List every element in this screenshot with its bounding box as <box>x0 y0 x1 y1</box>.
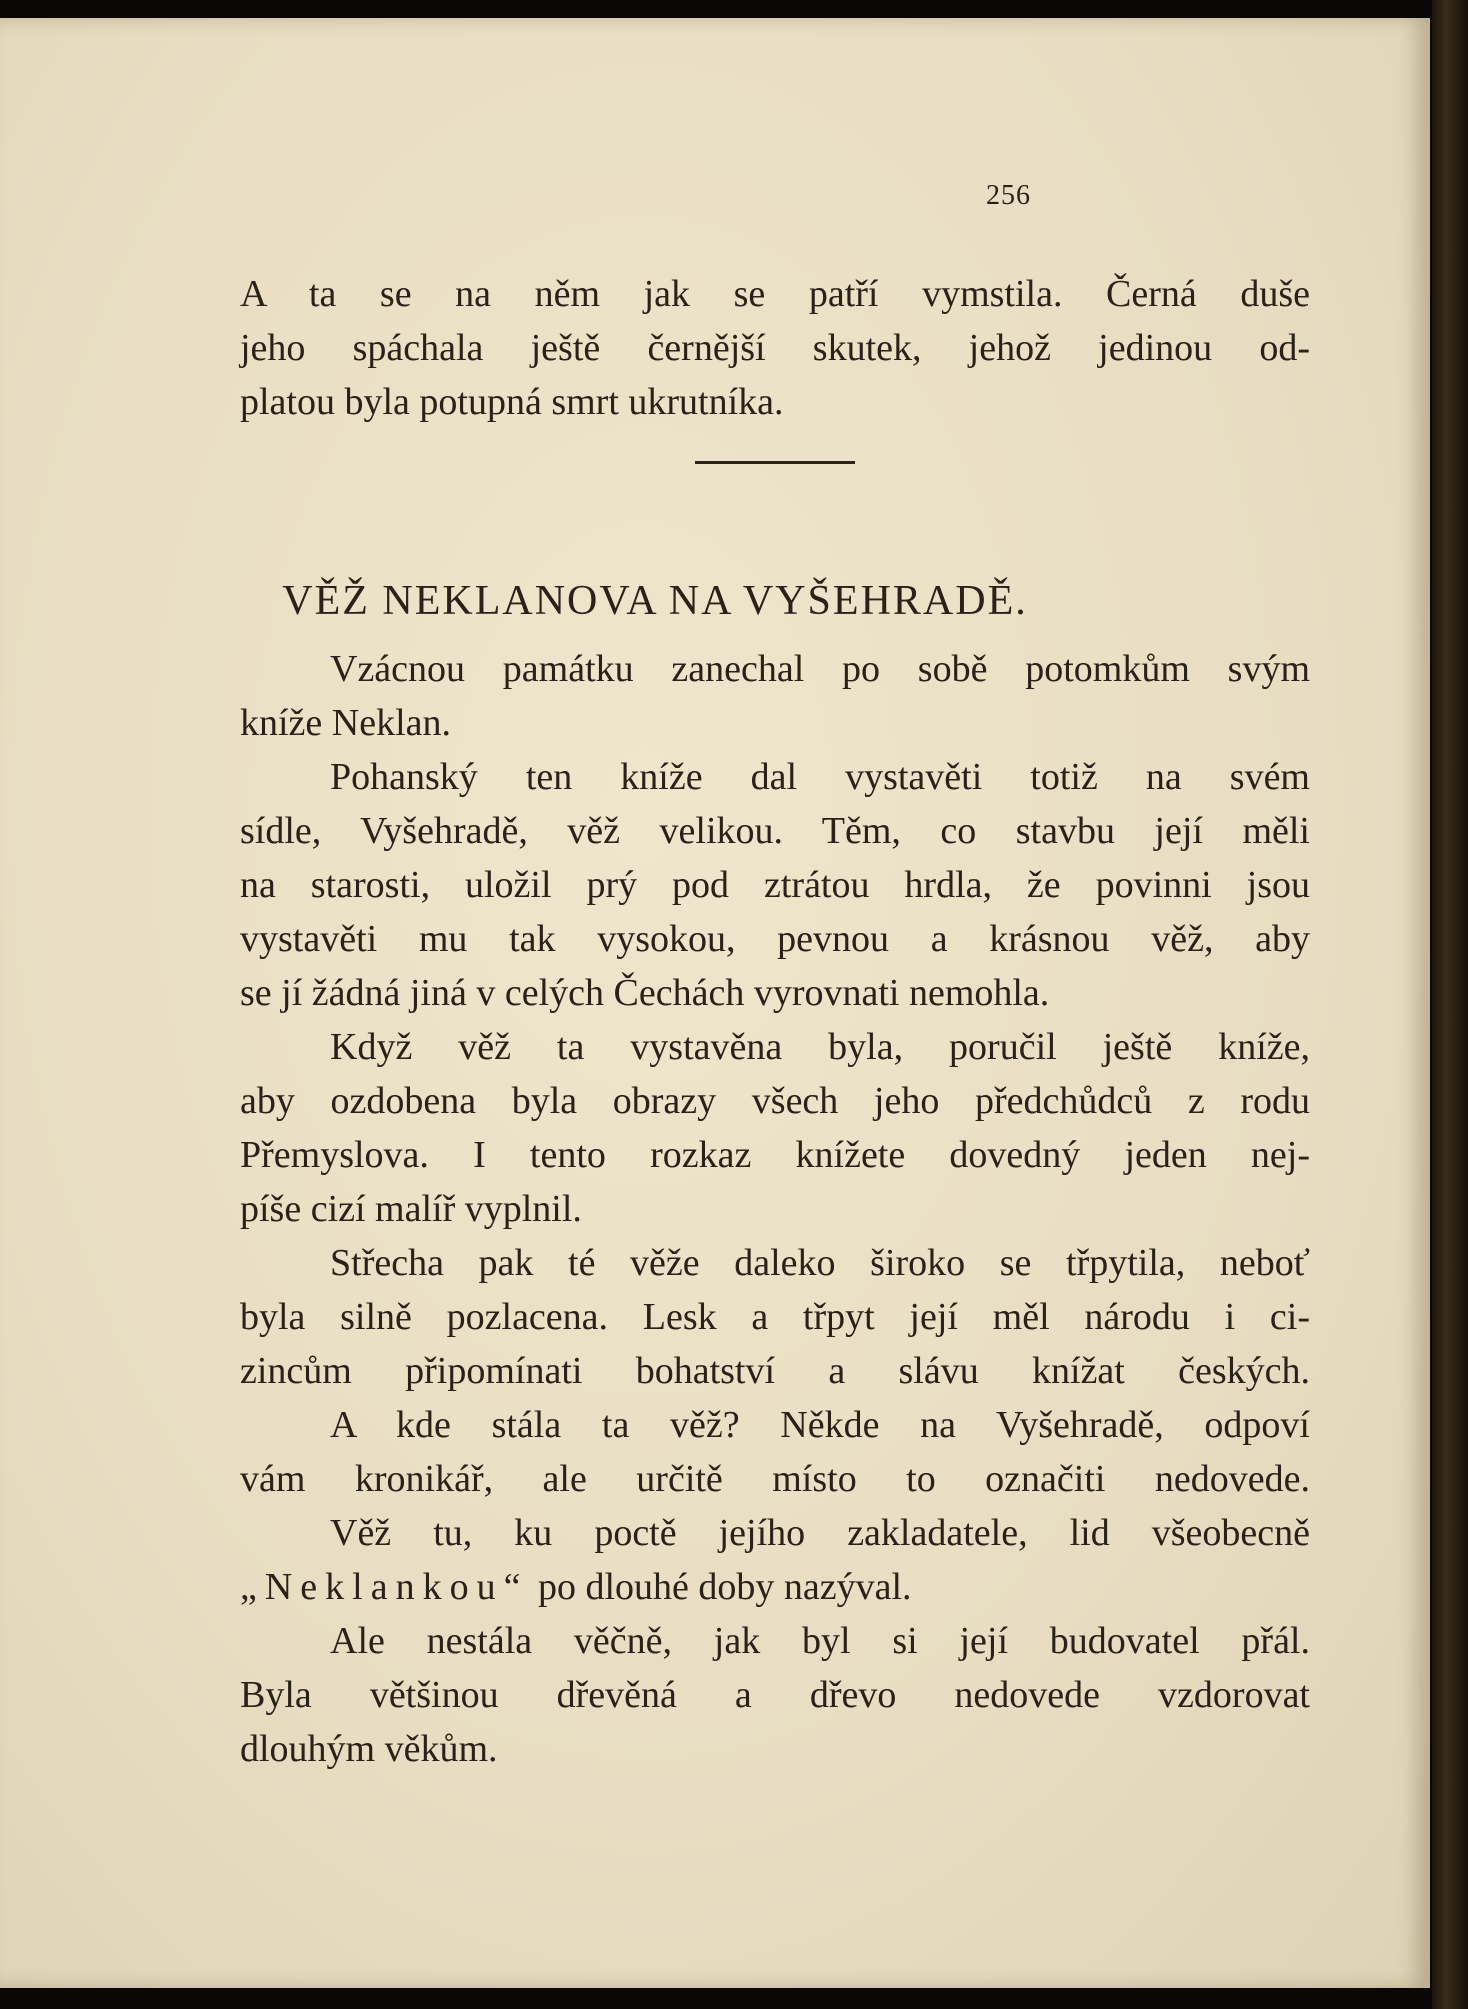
body-line-5: na starosti, uložil prý pod ztrátou hrdla, že povinni jsou <box>240 864 1310 906</box>
body-line-1: Vzácnou památku zanechal po sobě potomkům svým <box>330 648 1310 690</box>
body-line-4: sídle, Vyšehradě, věž velikou. Těm, co stavbu její měli <box>240 810 1310 852</box>
intro-line-1: A ta se na něm jak se patří vymstila. Černá duše <box>240 273 1310 315</box>
body-line-12: Střecha pak té věže daleko široko se třpytila, neboť <box>330 1242 1310 1284</box>
body-line-9: aby ozdobena byla obrazy všech jeho předchůdců z rodu <box>240 1080 1310 1122</box>
body-line-11: píše cizí malíř vyplnil. <box>240 1188 582 1230</box>
body-line-2: kníže Neklan. <box>240 702 452 744</box>
body-line-15: A kde stála ta věž? Někde na Vyšehradě, odpoví <box>330 1404 1310 1446</box>
intro-line-3: platou byla potupná smrt ukrutníka. <box>240 381 784 423</box>
intro-line-2: jeho spáchala ještě černější skutek, jehož jedinou od- <box>240 327 1310 369</box>
body-line-16: vám kronikář, ale určitě místo to označiti nedovede. <box>240 1458 1310 1500</box>
body-line-18-rest: po dlouhé doby nazýval. <box>537 1566 912 1608</box>
spaced-name-neklankou: „Neklankou“ <box>240 1566 529 1608</box>
body-line-19: Ale nestála věčně, jak byl si její budovatel přál. <box>330 1620 1310 1662</box>
body-line-17: Věž tu, ku poctě jejího zakladatele, lid všeobecně <box>330 1512 1310 1554</box>
section-divider <box>695 461 855 464</box>
body-line-3: Pohanský ten kníže dal vystavěti totiž na svém <box>330 756 1310 798</box>
body-line-13: byla silně pozlacena. Lesk a třpyt její měl národu i ci- <box>240 1296 1310 1338</box>
body-line-21: dlouhým věkům. <box>240 1728 498 1770</box>
page-number: 256 <box>986 180 1031 211</box>
body-line-14: zincům připomínati bohatství a slávu knížat českých. <box>240 1350 1310 1392</box>
body-line-10: Přemyslova. I tento rozkaz knížete dovedný jeden nej- <box>240 1134 1310 1176</box>
body-line-7: se jí žádná jiná v celých Čechách vyrovnati nemohla. <box>240 972 1050 1014</box>
body-line-6: vystavěti mu tak vysokou, pevnou a krásnou věž, aby <box>240 918 1310 960</box>
chapter-heading: VĚŽ NEKLANOVA NA VYŠEHRADĚ. <box>282 578 1028 624</box>
body-line-20: Byla většinou dřevěná a dřevo nedovede vzdorovat <box>240 1674 1310 1716</box>
book-spine-edge <box>1432 0 1468 2009</box>
body-line-18 <box>240 1568 1310 1606</box>
body-line-8: Když věž ta vystavěna byla, poručil ještě kníže, <box>330 1026 1310 1068</box>
